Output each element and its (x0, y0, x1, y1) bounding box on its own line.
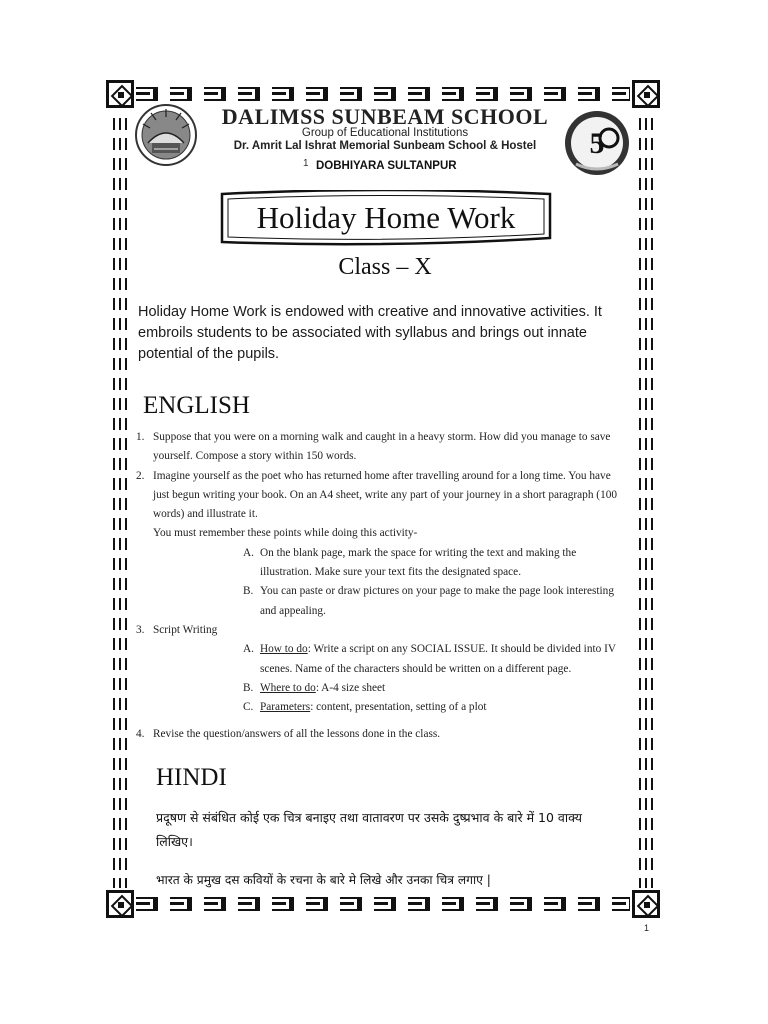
corner-ornament-icon (106, 80, 134, 108)
list-item: 1. Suppose that you were on a morning walk and caught in a heavy storm. How did you manage to save yourself. Compose a story within 150 words. (136, 431, 611, 463)
top-border (136, 87, 630, 101)
list-item: 3. Script Writing (136, 623, 218, 636)
sub-item: B. You can paste or draw pictures on your page to make the page look interesting and appealing. (243, 585, 614, 617)
right-border (639, 118, 653, 888)
hindi-heading: HINDI (156, 764, 227, 791)
sub-item: C. Parameters: content, presentation, setting of a plot (243, 701, 487, 714)
page-title: Holiday Home Work (256, 200, 516, 235)
list-item: 2. Imagine yourself as the poet who has returned home after travelling around for a long time. You have just begun writing your book. On an A4 sheet, write any part of your journey in a short paragraph (100 words) and illustrate it. (136, 469, 618, 521)
school-branch: Dr. Amrit Lal Ishrat Memorial Sunbeam School & Hostel (233, 140, 537, 152)
svg-text:5: 5 (589, 127, 605, 160)
corner-ornament-icon (106, 890, 134, 918)
school-crest-icon (134, 103, 198, 167)
activity-note: You must remember these points while doing this activity- (153, 527, 418, 540)
corner-ornament-icon (632, 890, 660, 918)
anniversary-badge-icon (562, 108, 632, 178)
english-heading: ENGLISH (143, 392, 250, 419)
bottom-border (136, 897, 630, 911)
sub-item: B. Where to do: A-4 size sheet (243, 681, 386, 694)
english-list (136, 428, 626, 745)
page-number: 1 (644, 923, 650, 933)
intro-paragraph: Holiday Home Work is endowed with creative and innovative activities. It embroils students to be associated with syllabus and brings out innate potential of the pupils. (138, 304, 602, 362)
header-marker: 1 (303, 158, 309, 169)
sub-item: A. On the blank page, mark the space for writing the text and making the illustration. Make sure your text fits the designated space. (243, 546, 577, 579)
list-item: 4. Revise the question/answers of all the lessons done in the class. (136, 728, 441, 741)
school-group: Group of Educational Institutions (301, 127, 469, 139)
class-label: Class – X (338, 254, 432, 280)
school-place: DOBHIYARA SULTANPUR (316, 160, 457, 172)
corner-ornament-icon (632, 80, 660, 108)
left-border (113, 118, 127, 888)
hindi-task-1: प्रदूषण से संबंधित कोई एक चित्र बनाइए तथा वातावरण पर उसके दुष्प्रभाव के बारे में 10 वाक्य लिखिए। (156, 810, 583, 849)
hindi-task-2: भारत के प्रमुख दस कवियों के रचना के बारे मे लिखे और उनका चित्र लगाए | (156, 873, 491, 887)
sub-item: A. How to do: Write a script on any SOCIAL ISSUE. It should be divided into IV scenes. Name of the characters should be written on a different page. (243, 643, 616, 675)
school-name: DALIMSS SUNBEAM SCHOOL (221, 104, 549, 129)
